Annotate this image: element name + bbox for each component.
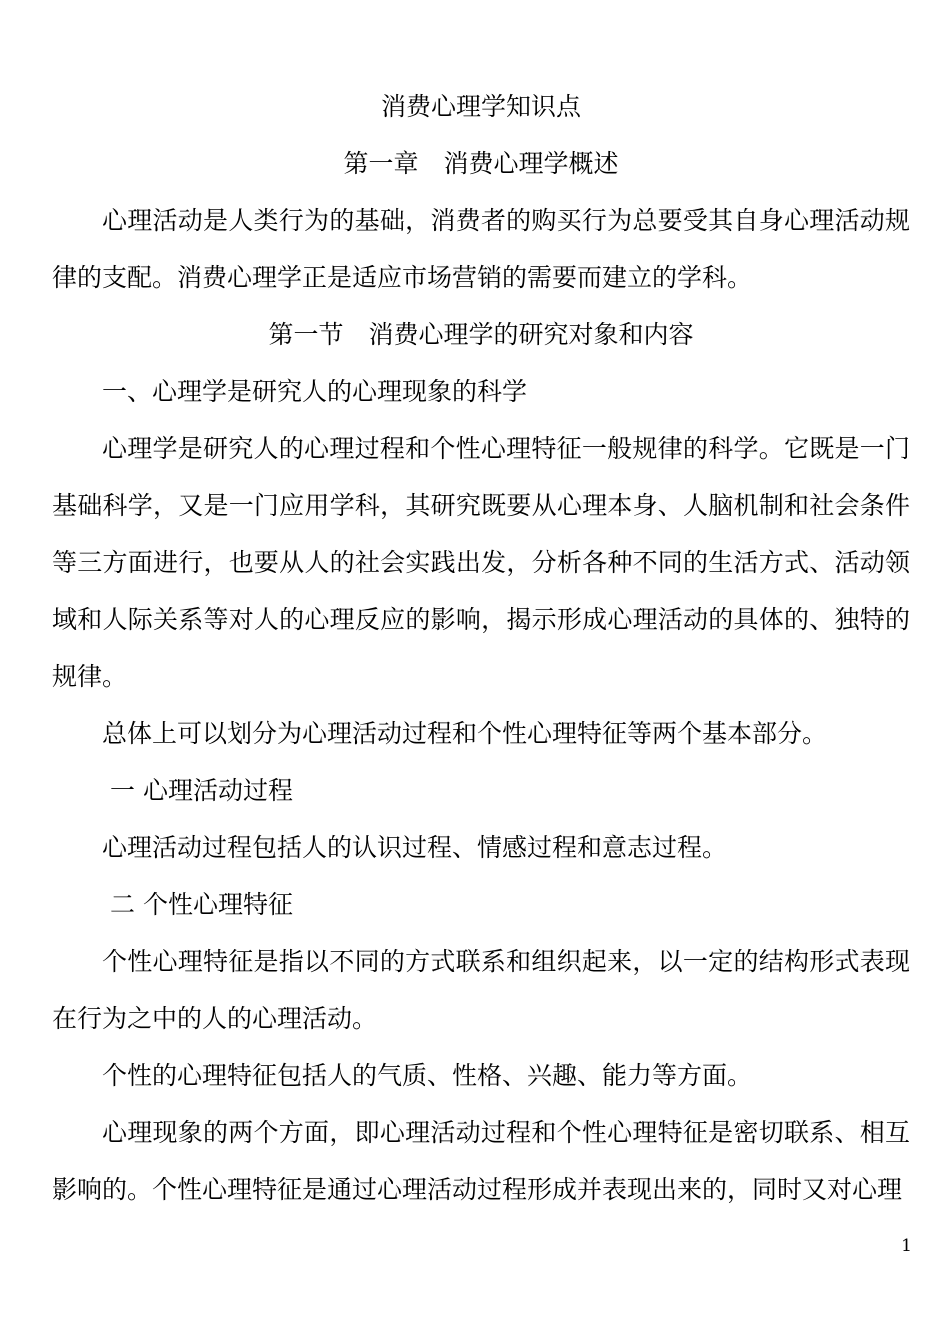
section-heading: 第一节 消费心理学的研究对象和内容	[268, 320, 694, 349]
subheading-mental-process: 一 心理活动过程	[110, 776, 293, 805]
page-number: 1	[901, 1236, 912, 1256]
body-paragraph-4: 个性心理特征是指以不同的方式联系和组织起来，以一定的结构形式表现在行为之中的人的心理活动。	[52, 947, 910, 1033]
body-paragraph-5: 个性的心理特征包括人的气质、性格、兴趣、能力等方面。	[102, 1061, 753, 1090]
page-content	[52, 78, 910, 1218]
body-paragraph-3: 心理活动过程包括人的认识过程、情感过程和意志过程。	[102, 833, 728, 862]
body-paragraph-2: 总体上可以划分为心理活动过程和个性心理特征等两个基本部分。	[102, 719, 828, 748]
body-paragraph-1: 心理学是研究人的心理过程和个性心理特征一般规律的科学。它既是一门基础科学，又是一门应用学科，其研究既要从心理本身、人脑机制和社会条件等三方面进行，也要从人的社会实践出发，分析各种不同的生活方式、活动领域和人际关系等对人的心理反应的影响，揭示形成心理活动的具体的、独特的规律。	[52, 434, 910, 691]
subheading-personality: 二 个性心理特征	[110, 890, 293, 919]
intro-paragraph: 心理活动是人类行为的基础，消费者的购买行为总要受其自身心理活动规律的支配。消费心理学正是适应市场营销的需要而建立的学科。	[52, 206, 910, 292]
document-title: 消费心理学知识点	[380, 92, 581, 121]
chapter-heading: 第一章 消费心理学概述	[343, 149, 619, 178]
point-heading: 一、心理学是研究人的心理现象的科学	[102, 377, 528, 406]
body-paragraph-6: 心理现象的两个方面，即心理活动过程和个性心理特征是密切联系、相互影响的。个性心理特征是通过心理活动过程形成并表现出来的，同时又对心理	[52, 1118, 910, 1204]
